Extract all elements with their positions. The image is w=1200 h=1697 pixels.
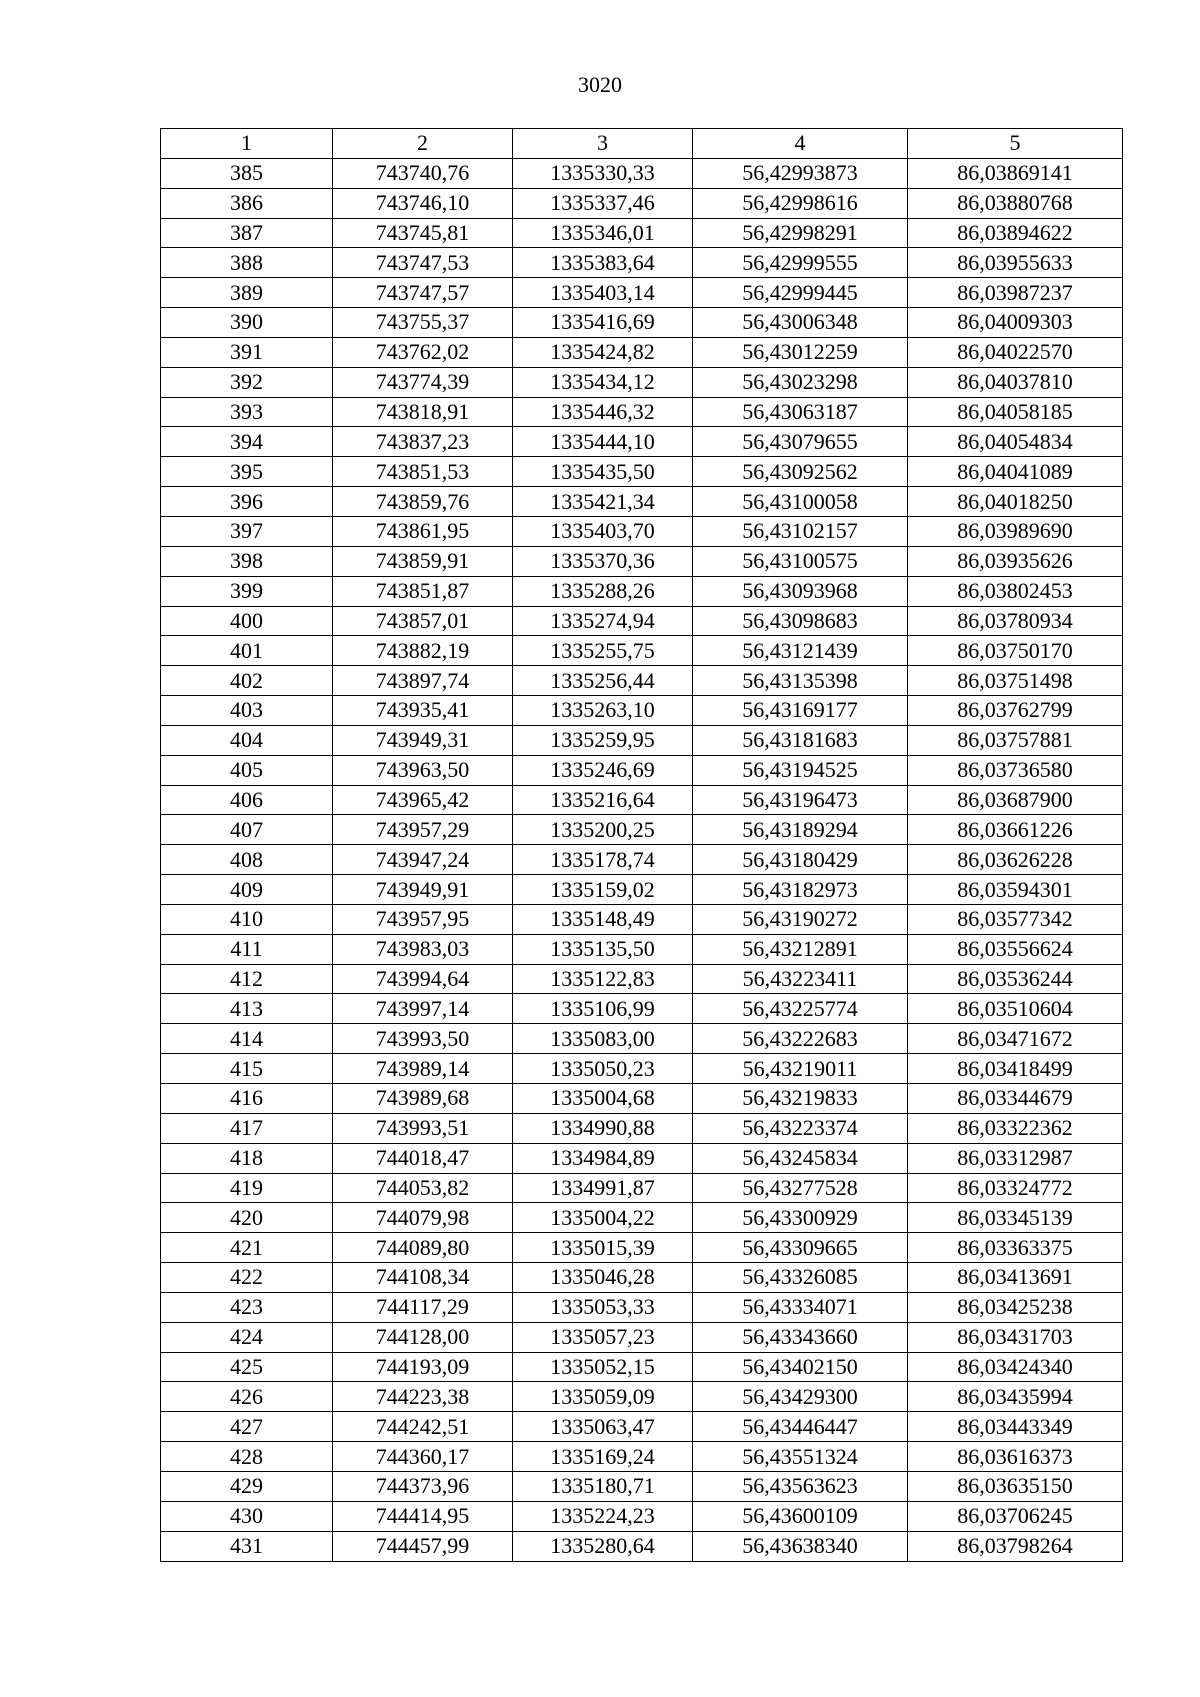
table-cell-col-3: 1335180,71 [513, 1471, 693, 1501]
table-row [161, 1382, 1123, 1412]
header-row [161, 129, 1123, 159]
table-row [161, 188, 1123, 218]
table-header [161, 129, 1123, 159]
table-cell-col-3: 1335370,36 [513, 546, 693, 576]
table-cell-col-1: 415 [161, 1054, 333, 1084]
table-cell-col-4: 56,43343660 [693, 1322, 908, 1352]
table-cell-col-2: 743740,76 [333, 158, 513, 188]
table-cell-col-2: 744242,51 [333, 1412, 513, 1442]
table-cell-col-1: 386 [161, 188, 333, 218]
table-cell-col-3: 1335446,32 [513, 397, 693, 427]
table-cell-col-2: 743989,68 [333, 1084, 513, 1114]
table-cell-col-5: 86,03413691 [908, 1263, 1123, 1293]
table-cell-col-3: 1335046,28 [513, 1263, 693, 1293]
table-cell-col-4: 56,43309665 [693, 1233, 908, 1263]
table-cell-col-5: 86,03594301 [908, 875, 1123, 905]
table-cell-col-5: 86,03616373 [908, 1442, 1123, 1472]
table-cell-col-4: 56,43098683 [693, 606, 908, 636]
table-cell-col-2: 743857,01 [333, 606, 513, 636]
table-cell-col-3: 1335063,47 [513, 1412, 693, 1442]
table-cell-col-4: 56,43219011 [693, 1054, 908, 1084]
table-cell-col-2: 743993,51 [333, 1113, 513, 1143]
table-cell-col-3: 1335274,94 [513, 606, 693, 636]
table-cell-col-2: 743859,91 [333, 546, 513, 576]
column-header-4: 4 [693, 129, 908, 159]
table-row [161, 158, 1123, 188]
table-cell-col-4: 56,43196473 [693, 785, 908, 815]
table-cell-col-4: 56,43225774 [693, 994, 908, 1024]
table-cell-col-3: 1335434,12 [513, 367, 693, 397]
table-cell-col-5: 86,03431703 [908, 1322, 1123, 1352]
table-row [161, 1322, 1123, 1352]
table-cell-col-3: 1335424,82 [513, 337, 693, 367]
table-cell-col-2: 743965,42 [333, 785, 513, 815]
table-cell-col-1: 395 [161, 457, 333, 487]
table-cell-col-5: 86,03536244 [908, 964, 1123, 994]
table-cell-col-1: 425 [161, 1352, 333, 1382]
table-row [161, 248, 1123, 278]
table-cell-col-4: 56,43326085 [693, 1263, 908, 1293]
table-cell-col-5: 86,03345139 [908, 1203, 1123, 1233]
table-cell-col-4: 56,42999445 [693, 278, 908, 308]
table-cell-col-2: 743851,53 [333, 457, 513, 487]
table-cell-col-1: 397 [161, 516, 333, 546]
column-header-2: 2 [333, 129, 513, 159]
table-cell-col-4: 56,43189294 [693, 815, 908, 845]
table-row [161, 218, 1123, 248]
table-row [161, 1501, 1123, 1531]
table-cell-col-1: 412 [161, 964, 333, 994]
table-cell-col-5: 86,03780934 [908, 606, 1123, 636]
table-cell-col-1: 394 [161, 427, 333, 457]
table-cell-col-2: 744108,34 [333, 1263, 513, 1293]
table-cell-col-2: 743859,76 [333, 487, 513, 517]
table-row [161, 1143, 1123, 1173]
table-cell-col-5: 86,03935626 [908, 546, 1123, 576]
table-cell-col-1: 388 [161, 248, 333, 278]
table-cell-col-2: 744089,80 [333, 1233, 513, 1263]
table-cell-col-5: 86,03443349 [908, 1412, 1123, 1442]
table-row [161, 427, 1123, 457]
table-cell-col-1: 385 [161, 158, 333, 188]
table-cell-col-2: 744193,09 [333, 1352, 513, 1382]
table-cell-col-5: 86,03322362 [908, 1113, 1123, 1143]
table-cell-col-3: 1335337,46 [513, 188, 693, 218]
table-cell-col-2: 743774,39 [333, 367, 513, 397]
table-cell-col-4: 56,43023298 [693, 367, 908, 397]
table-cell-col-1: 423 [161, 1292, 333, 1322]
table-cell-col-5: 86,03435994 [908, 1382, 1123, 1412]
table-cell-col-3: 1335403,14 [513, 278, 693, 308]
table-cell-col-2: 743851,87 [333, 576, 513, 606]
table-cell-col-3: 1334991,87 [513, 1173, 693, 1203]
table-cell-col-5: 86,03880768 [908, 188, 1123, 218]
table-cell-col-3: 1335403,70 [513, 516, 693, 546]
table-cell-col-2: 743861,95 [333, 516, 513, 546]
table-cell-col-3: 1335083,00 [513, 1024, 693, 1054]
table-cell-col-2: 743997,14 [333, 994, 513, 1024]
table-cell-col-5: 86,03424340 [908, 1352, 1123, 1382]
table-cell-col-1: 424 [161, 1322, 333, 1352]
table-cell-col-3: 1335224,23 [513, 1501, 693, 1531]
table-cell-col-4: 56,43429300 [693, 1382, 908, 1412]
table-cell-col-1: 413 [161, 994, 333, 1024]
table-cell-col-4: 56,43006348 [693, 308, 908, 338]
table-cell-col-4: 56,43182973 [693, 875, 908, 905]
table-cell-col-4: 56,43079655 [693, 427, 908, 457]
table-row [161, 516, 1123, 546]
table-row [161, 845, 1123, 875]
table-cell-col-3: 1335004,22 [513, 1203, 693, 1233]
table-row [161, 875, 1123, 905]
table-cell-col-5: 86,03471672 [908, 1024, 1123, 1054]
table-cell-col-5: 86,04058185 [908, 397, 1123, 427]
table-cell-col-5: 86,04037810 [908, 367, 1123, 397]
table-cell-col-2: 744373,96 [333, 1471, 513, 1501]
table-cell-col-1: 402 [161, 666, 333, 696]
table-cell-col-5: 86,03750170 [908, 636, 1123, 666]
table-cell-col-2: 744117,29 [333, 1292, 513, 1322]
table-cell-col-3: 1335053,33 [513, 1292, 693, 1322]
table-cell-col-4: 56,43092562 [693, 457, 908, 487]
table-cell-col-2: 743949,91 [333, 875, 513, 905]
table-cell-col-2: 744079,98 [333, 1203, 513, 1233]
table-cell-col-3: 1335263,10 [513, 696, 693, 726]
table-row [161, 487, 1123, 517]
table-cell-col-4: 56,43180429 [693, 845, 908, 875]
table-cell-col-2: 743957,95 [333, 904, 513, 934]
table-cell-col-4: 56,42998616 [693, 188, 908, 218]
table-cell-col-1: 401 [161, 636, 333, 666]
table-cell-col-3: 1334984,89 [513, 1143, 693, 1173]
table-cell-col-4: 56,42998291 [693, 218, 908, 248]
table-cell-col-5: 86,03757881 [908, 725, 1123, 755]
table-cell-col-1: 392 [161, 367, 333, 397]
table-cell-col-5: 86,03556624 [908, 934, 1123, 964]
table-cell-col-3: 1335216,64 [513, 785, 693, 815]
table-cell-col-1: 429 [161, 1471, 333, 1501]
table-cell-col-4: 56,43245834 [693, 1143, 908, 1173]
table-row [161, 696, 1123, 726]
table-cell-col-3: 1335200,25 [513, 815, 693, 845]
table-cell-col-4: 56,43638340 [693, 1531, 908, 1561]
table-cell-col-5: 86,03344679 [908, 1084, 1123, 1114]
table-row [161, 1203, 1123, 1233]
table-row [161, 1024, 1123, 1054]
table-cell-col-4: 56,43181683 [693, 725, 908, 755]
table-cell-col-3: 1335057,23 [513, 1322, 693, 1352]
table-cell-col-3: 1335135,50 [513, 934, 693, 964]
table-cell-col-2: 743746,10 [333, 188, 513, 218]
table-cell-col-4: 56,43093968 [693, 576, 908, 606]
table-cell-col-1: 391 [161, 337, 333, 367]
table-cell-col-2: 743897,74 [333, 666, 513, 696]
table-cell-col-5: 86,03687900 [908, 785, 1123, 815]
table-cell-col-4: 56,43121439 [693, 636, 908, 666]
table-cell-col-2: 743755,37 [333, 308, 513, 338]
table-cell-col-1: 407 [161, 815, 333, 845]
table-cell-col-3: 1335015,39 [513, 1233, 693, 1263]
table-cell-col-5: 86,03363375 [908, 1233, 1123, 1263]
table-cell-col-1: 405 [161, 755, 333, 785]
table-cell-col-3: 1335255,75 [513, 636, 693, 666]
table-row [161, 755, 1123, 785]
table-row [161, 1531, 1123, 1561]
table-cell-col-1: 419 [161, 1173, 333, 1203]
table-row [161, 1352, 1123, 1382]
table-cell-col-4: 56,43563623 [693, 1471, 908, 1501]
table-cell-col-4: 56,43334071 [693, 1292, 908, 1322]
table-cell-col-2: 744223,38 [333, 1382, 513, 1412]
table-cell-col-5: 86,04041089 [908, 457, 1123, 487]
table-cell-col-2: 744360,17 [333, 1442, 513, 1472]
table-cell-col-4: 56,43212891 [693, 934, 908, 964]
table-cell-col-5: 86,03802453 [908, 576, 1123, 606]
table-cell-col-3: 1335246,69 [513, 755, 693, 785]
page-number: 3020 [578, 72, 622, 97]
table-cell-col-1: 426 [161, 1382, 333, 1412]
table-row [161, 1084, 1123, 1114]
table-cell-col-4: 56,43223374 [693, 1113, 908, 1143]
table-cell-col-5: 86,03798264 [908, 1531, 1123, 1561]
table-cell-col-1: 403 [161, 696, 333, 726]
table-cell-col-3: 1335435,50 [513, 457, 693, 487]
table-cell-col-1: 414 [161, 1024, 333, 1054]
table-cell-col-4: 56,43402150 [693, 1352, 908, 1382]
table-cell-col-1: 420 [161, 1203, 333, 1233]
table-row [161, 934, 1123, 964]
table-cell-col-5: 86,03894622 [908, 218, 1123, 248]
table-cell-col-5: 86,03706245 [908, 1501, 1123, 1531]
table-body [161, 158, 1123, 1561]
column-header-5: 5 [908, 129, 1123, 159]
table-cell-col-5: 86,03425238 [908, 1292, 1123, 1322]
table-cell-col-5: 86,03955633 [908, 248, 1123, 278]
table-cell-col-4: 56,43012259 [693, 337, 908, 367]
table-row [161, 367, 1123, 397]
table-cell-col-3: 1335004,68 [513, 1084, 693, 1114]
table-cell-col-4: 56,43194525 [693, 755, 908, 785]
table-cell-col-3: 1335416,69 [513, 308, 693, 338]
column-header-3: 3 [513, 129, 693, 159]
table-cell-col-1: 418 [161, 1143, 333, 1173]
table-cell-col-3: 1335280,64 [513, 1531, 693, 1561]
table-cell-col-1: 422 [161, 1263, 333, 1293]
table-cell-col-5: 86,03510604 [908, 994, 1123, 1024]
table-cell-col-2: 744018,47 [333, 1143, 513, 1173]
table-row [161, 337, 1123, 367]
table-cell-col-2: 744414,95 [333, 1501, 513, 1531]
table-row [161, 278, 1123, 308]
table-cell-col-2: 743935,41 [333, 696, 513, 726]
table-cell-col-4: 56,43190272 [693, 904, 908, 934]
table-cell-col-5: 86,03635150 [908, 1471, 1123, 1501]
table-row [161, 1412, 1123, 1442]
table-cell-col-1: 400 [161, 606, 333, 636]
table-cell-col-5: 86,03577342 [908, 904, 1123, 934]
table-cell-col-1: 409 [161, 875, 333, 905]
table-row [161, 904, 1123, 934]
table-cell-col-2: 743949,31 [333, 725, 513, 755]
table-cell-col-2: 743837,23 [333, 427, 513, 457]
table-row [161, 1113, 1123, 1143]
table-cell-col-5: 86,04054834 [908, 427, 1123, 457]
table-row [161, 994, 1123, 1024]
table-cell-col-1: 430 [161, 1501, 333, 1531]
table-row [161, 1471, 1123, 1501]
table-cell-col-2: 743983,03 [333, 934, 513, 964]
table-cell-col-1: 404 [161, 725, 333, 755]
table-row [161, 308, 1123, 338]
table-cell-col-4: 56,43551324 [693, 1442, 908, 1472]
table-cell-col-2: 743989,14 [333, 1054, 513, 1084]
table-cell-col-4: 56,43600109 [693, 1501, 908, 1531]
coordinates-table [160, 128, 1123, 1562]
table-row [161, 1233, 1123, 1263]
table-cell-col-2: 744053,82 [333, 1173, 513, 1203]
table-cell-col-1: 427 [161, 1412, 333, 1442]
table-cell-col-5: 86,03987237 [908, 278, 1123, 308]
table-cell-col-1: 408 [161, 845, 333, 875]
table-cell-col-1: 411 [161, 934, 333, 964]
table-cell-col-1: 416 [161, 1084, 333, 1114]
table-cell-col-3: 1335421,34 [513, 487, 693, 517]
table-cell-col-5: 86,03626228 [908, 845, 1123, 875]
table-cell-col-1: 417 [161, 1113, 333, 1143]
table-cell-col-2: 743994,64 [333, 964, 513, 994]
table-cell-col-3: 1334990,88 [513, 1113, 693, 1143]
table-cell-col-2: 743747,57 [333, 278, 513, 308]
table-cell-col-3: 1335346,01 [513, 218, 693, 248]
table-cell-col-4: 56,42999555 [693, 248, 908, 278]
table-cell-col-5: 86,03762799 [908, 696, 1123, 726]
table-row [161, 1442, 1123, 1472]
table-cell-col-1: 396 [161, 487, 333, 517]
table-cell-col-4: 56,43063187 [693, 397, 908, 427]
table-row [161, 725, 1123, 755]
table-cell-col-2: 743747,53 [333, 248, 513, 278]
table-cell-col-1: 389 [161, 278, 333, 308]
table-cell-col-4: 56,42993873 [693, 158, 908, 188]
table-row [161, 666, 1123, 696]
table-cell-col-1: 387 [161, 218, 333, 248]
table-cell-col-1: 399 [161, 576, 333, 606]
table-row [161, 546, 1123, 576]
table-cell-col-4: 56,43100575 [693, 546, 908, 576]
table-cell-col-3: 1335050,23 [513, 1054, 693, 1084]
table-cell-col-4: 56,43223411 [693, 964, 908, 994]
table-cell-col-5: 86,04022570 [908, 337, 1123, 367]
table-cell-col-4: 56,43222683 [693, 1024, 908, 1054]
column-header-1: 1 [161, 129, 333, 159]
table-cell-col-2: 743993,50 [333, 1024, 513, 1054]
table-row [161, 606, 1123, 636]
table-cell-col-2: 743818,91 [333, 397, 513, 427]
table-cell-col-4: 56,43277528 [693, 1173, 908, 1203]
table-cell-col-1: 410 [161, 904, 333, 934]
table-cell-col-3: 1335288,26 [513, 576, 693, 606]
table-cell-col-5: 86,03736580 [908, 755, 1123, 785]
table-row [161, 964, 1123, 994]
table-cell-col-2: 743745,81 [333, 218, 513, 248]
table-cell-col-3: 1335159,02 [513, 875, 693, 905]
table-cell-col-1: 431 [161, 1531, 333, 1561]
table-cell-col-3: 1335444,10 [513, 427, 693, 457]
table-cell-col-3: 1335256,44 [513, 666, 693, 696]
table-cell-col-3: 1335122,83 [513, 964, 693, 994]
table-cell-col-3: 1335052,15 [513, 1352, 693, 1382]
table-cell-col-4: 56,43219833 [693, 1084, 908, 1114]
table-cell-col-2: 743882,19 [333, 636, 513, 666]
table-cell-col-4: 56,43135398 [693, 666, 908, 696]
table-row [161, 785, 1123, 815]
table-cell-col-3: 1335383,64 [513, 248, 693, 278]
table-cell-col-5: 86,03418499 [908, 1054, 1123, 1084]
table-cell-col-5: 86,03869141 [908, 158, 1123, 188]
table-cell-col-5: 86,03989690 [908, 516, 1123, 546]
table-cell-col-1: 406 [161, 785, 333, 815]
table-cell-col-3: 1335148,49 [513, 904, 693, 934]
table-cell-col-3: 1335259,95 [513, 725, 693, 755]
table-cell-col-5: 86,03751498 [908, 666, 1123, 696]
table-cell-col-2: 743762,02 [333, 337, 513, 367]
table-cell-col-5: 86,03312987 [908, 1143, 1123, 1173]
table-row [161, 397, 1123, 427]
table-cell-col-3: 1335169,24 [513, 1442, 693, 1472]
table-cell-col-2: 743957,29 [333, 815, 513, 845]
table-row [161, 457, 1123, 487]
table-cell-col-5: 86,04018250 [908, 487, 1123, 517]
table-cell-col-1: 393 [161, 397, 333, 427]
table-cell-col-2: 743947,24 [333, 845, 513, 875]
table-cell-col-4: 56,43100058 [693, 487, 908, 517]
table-cell-col-5: 86,03661226 [908, 815, 1123, 845]
table-cell-col-1: 428 [161, 1442, 333, 1472]
table-cell-col-3: 1335178,74 [513, 845, 693, 875]
table-cell-col-4: 56,43446447 [693, 1412, 908, 1442]
table-cell-col-1: 398 [161, 546, 333, 576]
table-cell-col-3: 1335059,09 [513, 1382, 693, 1412]
table-cell-col-1: 390 [161, 308, 333, 338]
table-row [161, 815, 1123, 845]
table-row [161, 576, 1123, 606]
table-cell-col-5: 86,03324772 [908, 1173, 1123, 1203]
table-cell-col-4: 56,43300929 [693, 1203, 908, 1233]
table-row [161, 636, 1123, 666]
table-cell-col-2: 744128,00 [333, 1322, 513, 1352]
table-cell-col-4: 56,43102157 [693, 516, 908, 546]
table-cell-col-2: 743963,50 [333, 755, 513, 785]
table-cell-col-1: 421 [161, 1233, 333, 1263]
table-row [161, 1173, 1123, 1203]
table-cell-col-4: 56,43169177 [693, 696, 908, 726]
table-cell-col-3: 1335330,33 [513, 158, 693, 188]
table-cell-col-5: 86,04009303 [908, 308, 1123, 338]
table-row [161, 1263, 1123, 1293]
table-cell-col-2: 744457,99 [333, 1531, 513, 1561]
table-row [161, 1292, 1123, 1322]
table-row [161, 1054, 1123, 1084]
table-cell-col-3: 1335106,99 [513, 994, 693, 1024]
